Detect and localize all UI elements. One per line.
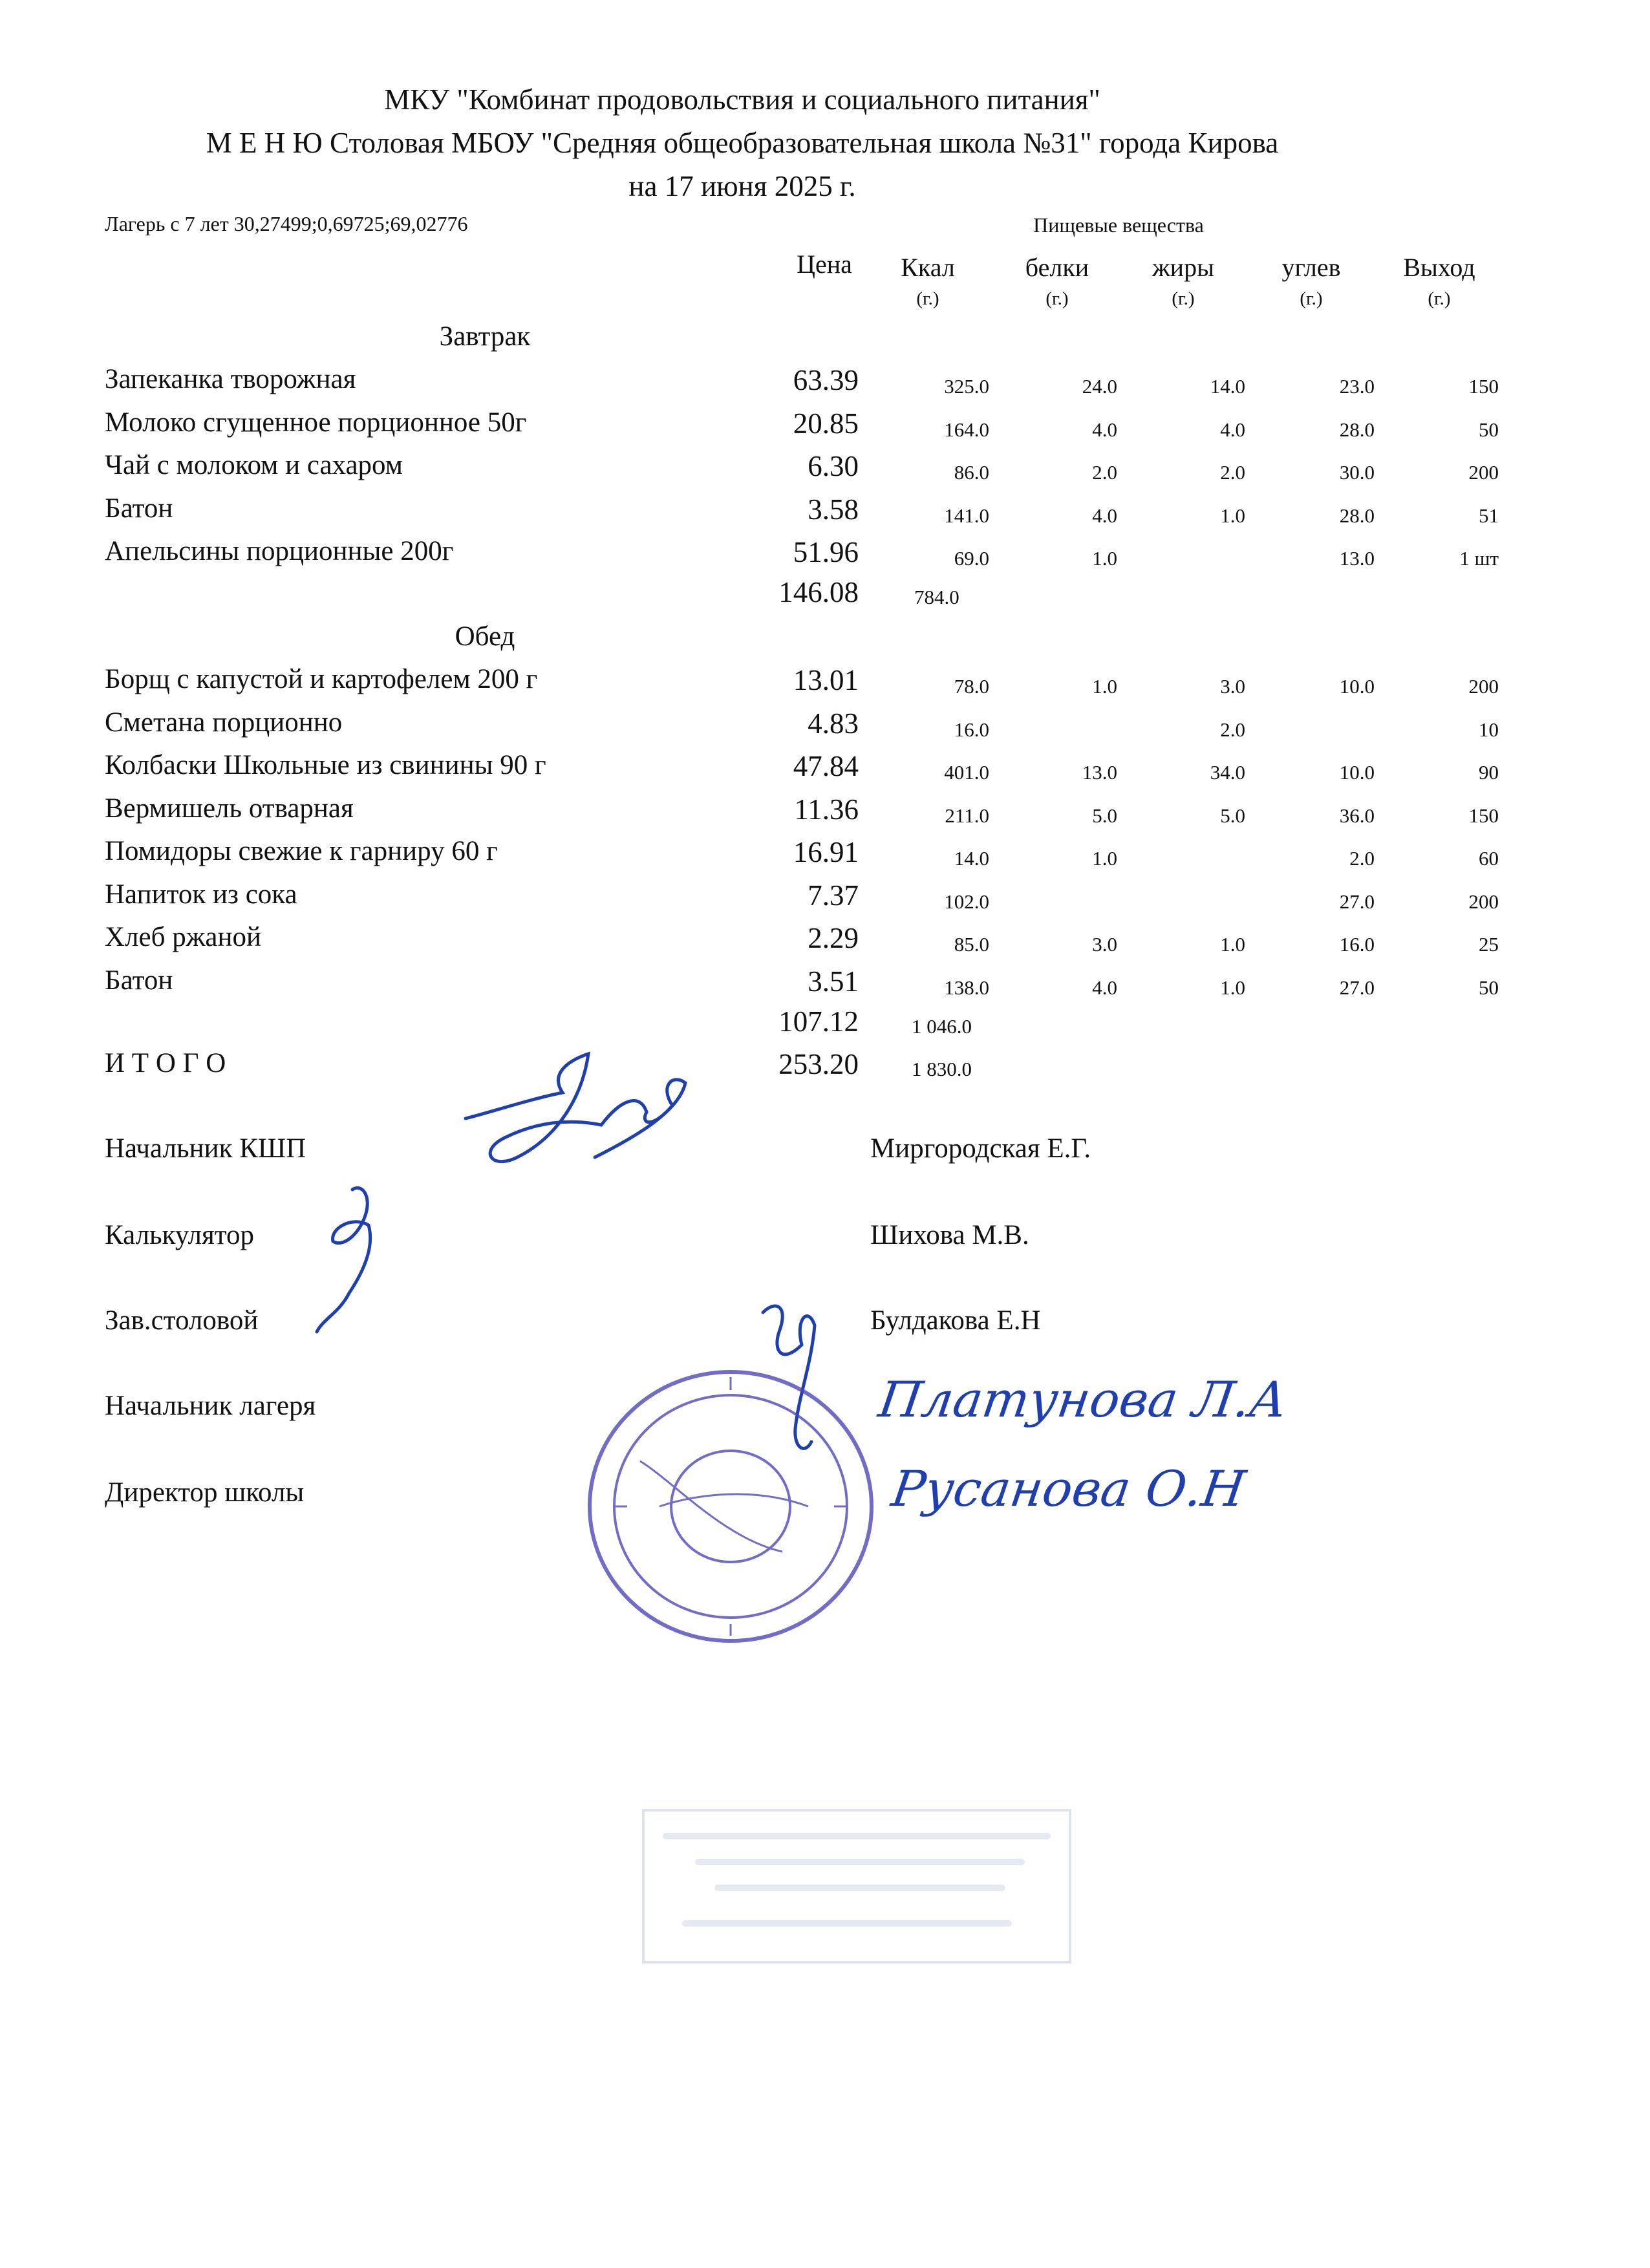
dish-price: 63.39 — [793, 364, 859, 396]
dish-price: 6.30 — [808, 450, 859, 482]
dish-name: Чай с молоком и сахаром — [105, 450, 403, 480]
menu-date: на 17 июня 2025 г. — [628, 170, 856, 202]
dish-protein: 5.0 — [1092, 804, 1117, 827]
dish-price: 7.37 — [808, 879, 859, 912]
dish-protein: 3.0 — [1092, 933, 1117, 956]
dish-name: Хлеб ржаной — [105, 922, 262, 952]
faint-stamp — [666, 1836, 1047, 1923]
dish-kcal: 78.0 — [954, 675, 989, 698]
dish-kcal: 14.0 — [954, 847, 989, 870]
dish-kcal: 69.0 — [954, 547, 989, 570]
dish-price: 13.01 — [793, 664, 859, 696]
signature-mark — [466, 1054, 685, 1162]
dish-output: 60 — [1479, 847, 1499, 870]
dish-carbs: 2.0 — [1349, 847, 1375, 870]
dish-price: 3.58 — [808, 493, 859, 526]
dish-kcal: 85.0 — [954, 933, 989, 956]
dish-kcal: 401.0 — [944, 761, 989, 784]
dish-fat: 14.0 — [1210, 375, 1245, 398]
dish-output: 90 — [1479, 761, 1499, 784]
dish-protein: 4.0 — [1092, 976, 1117, 999]
col-fat-unit: (г.) — [1172, 288, 1195, 309]
dish-protein: 4.0 — [1092, 418, 1117, 441]
dish-protein: 4.0 — [1092, 504, 1117, 527]
col-carbs: углев — [1281, 253, 1341, 282]
dish-fat: 3.0 — [1220, 675, 1245, 698]
dish-name: Борщ с капустой и картофелем 200 г — [105, 664, 538, 694]
faint-stamp — [643, 1810, 1070, 1962]
dish-fat: 5.0 — [1220, 804, 1245, 827]
signature-role: Начальник КШП — [105, 1133, 306, 1164]
dish-name: Колбаски Школьные из свинины 90 г — [105, 750, 546, 780]
dish-name: Сметана порционно — [105, 707, 343, 738]
org-title: МКУ "Комбинат продовольствия и социального питания" — [384, 83, 1100, 116]
dish-output: 51 — [1479, 504, 1499, 527]
dish-kcal: 16.0 — [954, 718, 989, 741]
dish-output: 200 — [1468, 461, 1499, 484]
col-protein: белки — [1025, 253, 1089, 282]
dish-price: 16.91 — [793, 836, 859, 868]
dish-kcal: 325.0 — [944, 375, 989, 398]
dish-kcal: 138.0 — [944, 976, 989, 999]
menu-title: М Е Н Ю Столовая МБОУ "Средняя общеобразовательная школа №31" города Кирова — [206, 127, 1279, 159]
signature-name: Шихова М.В. — [870, 1220, 1029, 1250]
dish-name: Помидоры свежие к гарниру 60 г — [105, 836, 498, 866]
dish-name: Запеканка творожная — [105, 364, 356, 394]
signature-role: Зав.столовой — [105, 1305, 259, 1336]
breakfast-total-price: 146.08 — [778, 576, 859, 608]
dish-price: 4.83 — [808, 707, 859, 740]
dish-fat: 34.0 — [1210, 761, 1245, 784]
stamp-seal — [590, 1372, 872, 1641]
dish-name: Молоко сгущенное порционное 50г — [105, 407, 527, 438]
col-kcal: Ккал — [901, 253, 955, 282]
handwritten-name: Русанова О.Н — [888, 1460, 1249, 1517]
dish-protein: 1.0 — [1092, 675, 1117, 698]
dish-carbs: 30.0 — [1339, 461, 1375, 484]
grand-total-label: И Т О Г О — [105, 1048, 226, 1078]
dish-output: 200 — [1468, 675, 1499, 698]
dish-name: Апельсины порционные 200г — [105, 536, 454, 566]
nutrients-label: Пищевые вещества — [1033, 213, 1204, 237]
dish-fat: 4.0 — [1220, 418, 1245, 441]
dish-output: 10 — [1479, 718, 1499, 741]
signature-role: Калькулятор — [105, 1220, 254, 1250]
camp-info: Лагерь с 7 лет 30,27499;0,69725;69,02776 — [105, 212, 468, 235]
lunch-total-price: 107.12 — [778, 1005, 859, 1038]
grand-total-price: 253.20 — [778, 1048, 859, 1080]
handwritten-name: Платунова Л.А — [875, 1371, 1292, 1428]
dish-carbs: 16.0 — [1339, 933, 1375, 956]
dish-price: 51.96 — [793, 536, 859, 568]
dish-carbs: 28.0 — [1339, 418, 1375, 441]
dish-carbs: 13.0 — [1339, 547, 1375, 570]
dish-protein: 1.0 — [1092, 547, 1117, 570]
dish-protein: 24.0 — [1082, 375, 1117, 398]
signature-name: Булдакова Е.Н — [870, 1305, 1041, 1336]
dish-carbs: 27.0 — [1339, 890, 1375, 913]
section-breakfast-title: Завтрак — [439, 321, 531, 352]
col-protein-unit: (г.) — [1045, 288, 1069, 309]
signature-role: Начальник лагеря — [105, 1391, 316, 1421]
dish-protein: 2.0 — [1092, 461, 1117, 484]
dish-carbs: 36.0 — [1339, 804, 1375, 827]
dish-kcal: 141.0 — [944, 504, 989, 527]
dish-fat: 2.0 — [1220, 718, 1245, 741]
signature-name: Миргородская Е.Г. — [870, 1133, 1091, 1164]
dish-name: Батон — [105, 493, 173, 524]
dish-output: 1 шт — [1459, 547, 1499, 570]
col-output: Выход — [1403, 253, 1475, 282]
dish-protein: 13.0 — [1082, 761, 1117, 784]
dish-price: 2.29 — [808, 922, 859, 954]
dish-price: 47.84 — [793, 750, 859, 782]
dish-carbs: 28.0 — [1339, 504, 1375, 527]
breakfast-total-kcal: 784.0 — [914, 586, 959, 608]
dish-carbs: 10.0 — [1339, 675, 1375, 698]
dish-fat: 1.0 — [1220, 933, 1245, 956]
dish-protein: 1.0 — [1092, 847, 1117, 870]
dish-name: Вермишель отварная — [105, 793, 354, 824]
dish-output: 50 — [1479, 976, 1499, 999]
dish-name: Батон — [105, 965, 173, 996]
dish-output: 150 — [1468, 375, 1499, 398]
col-fat: жиры — [1152, 253, 1214, 282]
dish-carbs: 10.0 — [1339, 761, 1375, 784]
dish-price: 11.36 — [794, 793, 859, 826]
dish-fat: 2.0 — [1220, 461, 1245, 484]
col-carbs-unit: (г.) — [1300, 288, 1323, 309]
dish-output: 25 — [1479, 933, 1499, 956]
dish-carbs: 23.0 — [1339, 375, 1375, 398]
dish-kcal: 86.0 — [954, 461, 989, 484]
dish-price: 20.85 — [793, 407, 859, 440]
dish-kcal: 102.0 — [944, 890, 989, 913]
dish-output: 150 — [1468, 804, 1499, 827]
col-price: Цена — [797, 250, 852, 279]
section-lunch-title: Обед — [455, 621, 515, 652]
dish-kcal: 164.0 — [944, 418, 989, 441]
lunch-total-kcal: 1 046.0 — [912, 1015, 972, 1038]
signature-mark — [763, 1306, 815, 1448]
dish-price: 3.51 — [808, 965, 859, 998]
dish-output: 200 — [1468, 890, 1499, 913]
signature-mark — [317, 1188, 370, 1332]
signature-role: Директор школы — [105, 1477, 305, 1508]
dish-carbs: 27.0 — [1339, 976, 1375, 999]
dish-output: 50 — [1479, 418, 1499, 441]
dish-name: Напиток из сока — [105, 879, 297, 910]
dish-fat: 1.0 — [1220, 976, 1245, 999]
col-kcal-unit: (г.) — [916, 288, 939, 309]
col-output-unit: (г.) — [1428, 288, 1451, 309]
dish-fat: 1.0 — [1220, 504, 1245, 527]
grand-total-kcal: 1 830.0 — [912, 1058, 972, 1080]
dish-kcal: 211.0 — [945, 804, 989, 827]
